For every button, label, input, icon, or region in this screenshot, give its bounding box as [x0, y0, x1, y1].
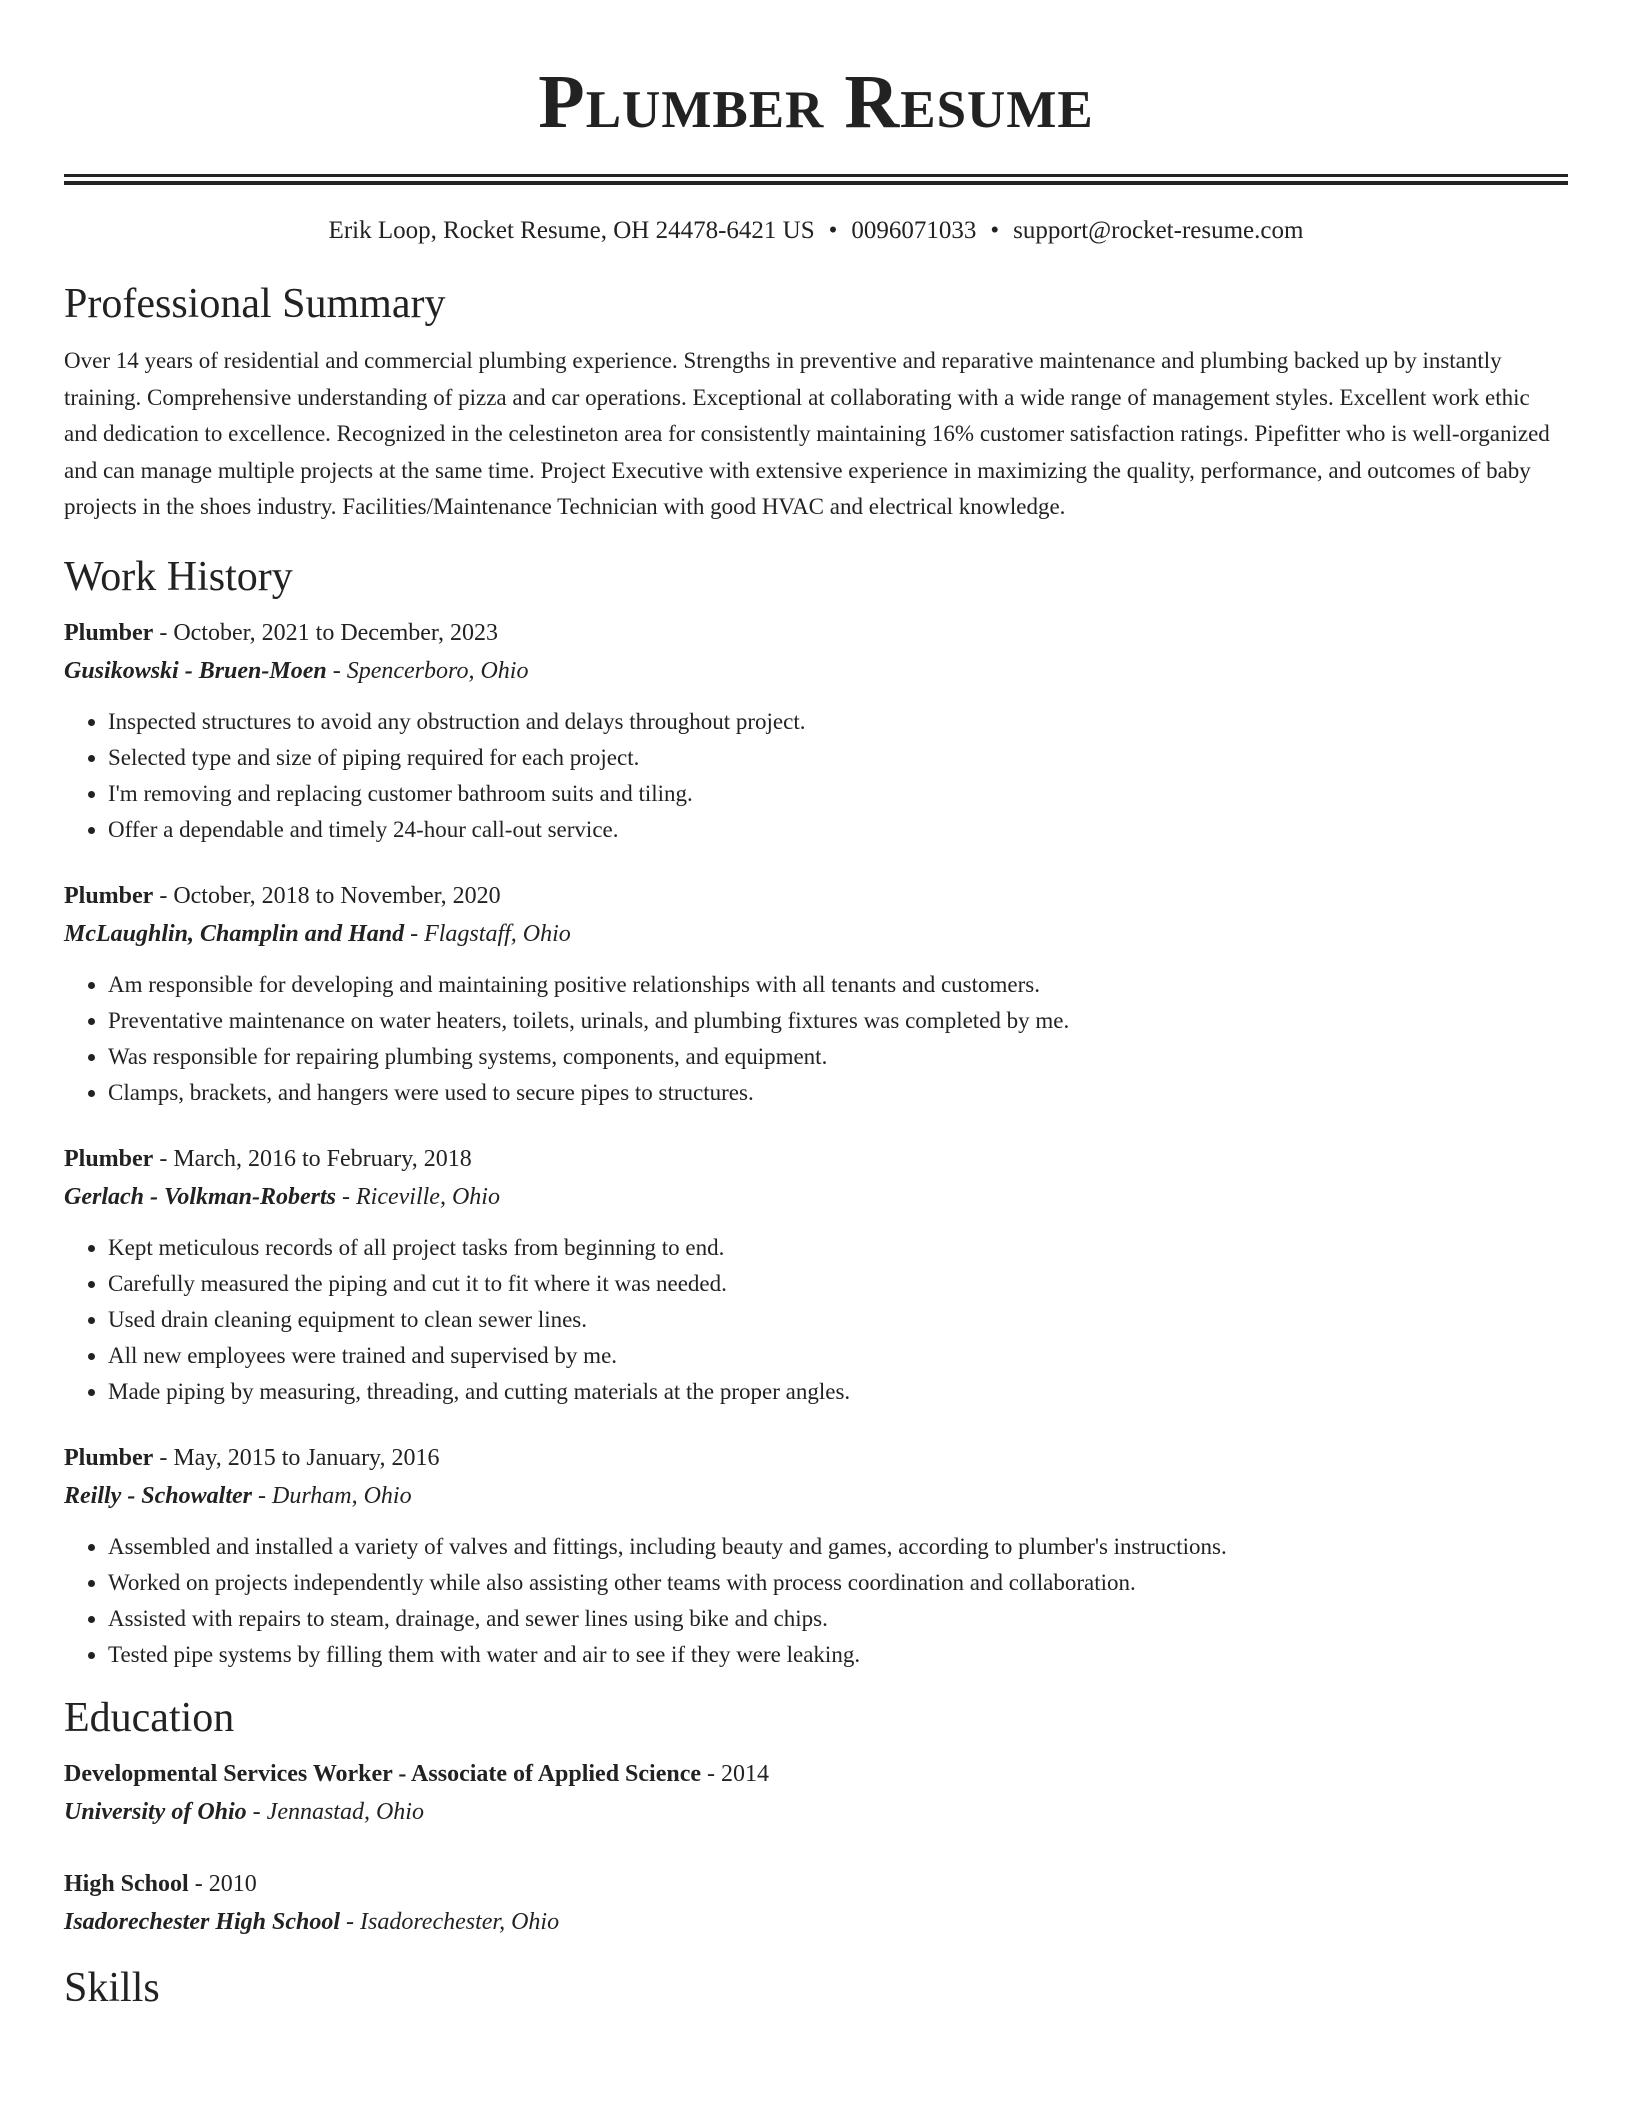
- job-company-line: [64, 1178, 1568, 1216]
- job-company-line: [64, 915, 1568, 953]
- contact-address: Erik Loop, Rocket Resume, OH 24478-6421 US: [328, 217, 815, 244]
- education-school-line: [64, 1793, 1568, 1831]
- contact-phone: 0096071033: [851, 217, 977, 244]
- education-school: University of Ohio: [64, 1798, 247, 1825]
- job-entry: [64, 614, 1568, 848]
- contact-line: [64, 215, 1568, 247]
- job-location: - Riceville, Ohio: [336, 1183, 500, 1210]
- education-degree-line: [64, 1755, 1568, 1793]
- job-bullet: • Assembled and installed a variety of valves and fittings, including beauty and games, according to plumber's instructions.: [108, 1529, 1568, 1565]
- job-bullets: [64, 704, 1568, 848]
- job-dates: - October, 2021 to December, 2023: [153, 619, 498, 646]
- job-title: Plumber: [64, 882, 154, 909]
- job-bullet: • Made piping by measuring, threading, and cutting materials at the proper angles.: [108, 1374, 1568, 1410]
- job-company: McLaughlin, Champlin and Hand: [64, 920, 405, 947]
- contact-separator: •: [990, 217, 1000, 244]
- education-location: - Isadorechester, Ohio: [340, 1908, 560, 1935]
- job-bullet: • Tested pipe systems by filling them with water and air to see if they were leaking.: [108, 1637, 1568, 1673]
- job-dates: - October, 2018 to November, 2020: [153, 882, 501, 909]
- contact-separator: •: [828, 217, 838, 244]
- education-degree-line: [64, 1865, 1568, 1903]
- job-entry: [64, 1439, 1568, 1673]
- summary-heading: Professional Summary: [64, 281, 446, 327]
- education-school: Isadorechester High School: [64, 1908, 341, 1935]
- job-entry: [64, 877, 1568, 1111]
- work-history-heading: Work History: [64, 553, 293, 600]
- job-bullet: • Assisted with repairs to steam, drainage, and sewer lines using bike and chips.: [108, 1601, 1568, 1637]
- education-entry: [64, 1755, 1568, 1831]
- job-dates: - March, 2016 to February, 2018: [153, 1145, 472, 1172]
- job-company: Reilly - Schowalter: [64, 1482, 252, 1509]
- job-bullet: • Kept meticulous records of all project tasks from beginning to end.: [108, 1230, 1568, 1266]
- education-location: - Jennastad, Ohio: [246, 1798, 424, 1825]
- job-bullet: • Am responsible for developing and maintaining positive relationships with all tenants and customers.: [108, 967, 1568, 1003]
- job-dates: - May, 2015 to January, 2016: [153, 1444, 440, 1471]
- education-school-line: [64, 1903, 1568, 1941]
- summary-text: Over 14 years of residential and commercial plumbing experience. Strengths in preventive and reparative maintenance and plumbing backed up by instantly training. Comprehensive understanding of pizza and car operations. Exceptional at collaborating with a wide range of management styles. Excellent work ethic and dedication to excellence. Recognized in the celestineton area for consistently maintaining 16% customer satisfaction ratings. Pipefitter who is well-organized and can manage multiple projects at the same time. Project Executive with extensive experience in maximizing the quality, performance, and outcomes of baby projects in the shoes industry. Facilities/Maintenance Technician with good HVAC and electrical knowledge.: [64, 348, 1550, 519]
- job-location: - Spencerboro, Ohio: [326, 657, 529, 684]
- resume-page: [64, 0, 1568, 2013]
- education-degree: Developmental Services Worker - Associate of Applied Science: [64, 1760, 702, 1787]
- job-company: Gerlach - Volkman-Roberts: [64, 1183, 337, 1210]
- job-bullet: • Preventative maintenance on water heaters, toilets, urinals, and plumbing fixtures was completed by me.: [108, 1003, 1568, 1039]
- job-location: - Durham, Ohio: [252, 1482, 412, 1509]
- resume-title: Plumber Resume: [538, 60, 1094, 144]
- job-entry: [64, 1140, 1568, 1410]
- job-bullet: • Offer a dependable and timely 24-hour call-out service.: [108, 812, 1568, 848]
- job-bullet: • Used drain cleaning equipment to clean sewer lines.: [108, 1302, 1568, 1338]
- title-double-rule: [64, 174, 1568, 185]
- job-company-line: [64, 652, 1568, 690]
- job-location: - Flagstaff, Ohio: [404, 920, 571, 947]
- job-bullet: • Was responsible for repairing plumbing systems, components, and equipment.: [108, 1039, 1568, 1075]
- job-bullet: • Clamps, brackets, and hangers were used to secure pipes to structures.: [108, 1075, 1568, 1111]
- job-bullets: [64, 1230, 1568, 1410]
- job-bullets: [64, 967, 1568, 1111]
- job-company-line: [64, 1477, 1568, 1515]
- contact-email: support@rocket-resume.com: [1013, 217, 1304, 244]
- job-bullets: [64, 1529, 1568, 1673]
- job-bullet: • Inspected structures to avoid any obstruction and delays throughout project.: [108, 704, 1568, 740]
- job-title-line: [64, 1140, 1568, 1178]
- education-year: - 2010: [188, 1870, 257, 1897]
- job-bullet: • I'm removing and replacing customer bathroom suits and tiling.: [108, 776, 1568, 812]
- job-title-line: [64, 614, 1568, 652]
- job-bullet: • Carefully measured the piping and cut it to fit where it was needed.: [108, 1266, 1568, 1302]
- job-title-line: [64, 877, 1568, 915]
- skills-heading: Skills: [64, 1964, 160, 2011]
- education-entry: [64, 1865, 1568, 1941]
- job-title-line: [64, 1439, 1568, 1477]
- job-bullet: • Selected type and size of piping required for each project.: [108, 740, 1568, 776]
- job-bullet: • Worked on projects independently while also assisting other teams with process coordination and collaboration.: [108, 1565, 1568, 1601]
- job-bullet: • All new employees were trained and supervised by me.: [108, 1338, 1568, 1374]
- education-degree: High School: [64, 1870, 189, 1897]
- job-title: Plumber: [64, 619, 154, 646]
- education-heading: Education: [64, 1694, 235, 1741]
- job-title: Plumber: [64, 1444, 154, 1471]
- job-title: Plumber: [64, 1145, 154, 1172]
- education-year: - 2014: [701, 1760, 770, 1787]
- job-company: Gusikowski - Bruen-Moen: [64, 657, 327, 684]
